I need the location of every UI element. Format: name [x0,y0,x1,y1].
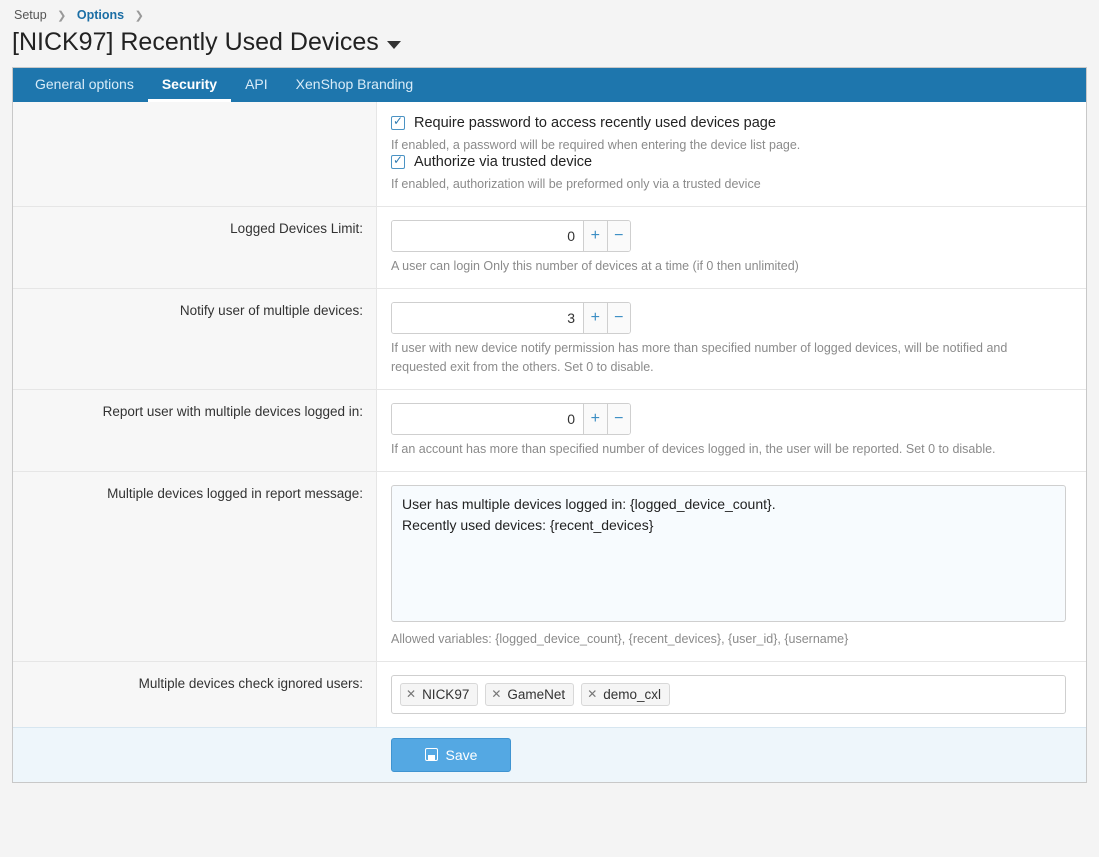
tab-general-options[interactable]: General options [35,75,134,92]
input-report-multiple-devices[interactable] [392,404,583,434]
checkbox-trusted-device-row[interactable] [391,154,1066,170]
input-notify-multiple-devices[interactable] [392,303,583,333]
close-icon[interactable]: ✕ [406,687,417,702]
token-item[interactable] [581,683,670,706]
label-report-multiple-devices: Report user with multiple devices logged in: [13,390,377,471]
row-field-checkboxes [377,102,1086,206]
checkbox-trusted-device-hint: If enabled, authorization will be preformed only via a trusted device [391,177,761,192]
hint-logged-devices-limit: A user can login Only this number of devices at a time (if 0 then unlimited) [391,259,799,274]
token-label: GameNet [507,686,566,702]
label-report-message: Multiple devices logged in report message: [13,472,377,661]
row-report-multiple-devices [13,390,1086,472]
checkbox-require-password[interactable] [391,116,405,130]
hint-report-message: Allowed variables: {logged_device_count}, {recent_devices}, {user_id}, {username} [391,631,849,646]
stepper-report-multiple-devices[interactable] [391,403,631,435]
breadcrumb-item-options[interactable]: Options [76,8,125,22]
textarea-report-message[interactable] [391,485,1066,622]
stepper-logged-devices-limit[interactable] [391,220,631,252]
minus-icon-logged-devices-limit[interactable]: − [607,221,631,251]
checkbox-trusted-device[interactable] [391,155,405,169]
page-title [12,28,1099,57]
breadcrumb-separator-icon: ❯ [57,10,67,22]
form-footer [13,727,1086,782]
field-notify-multiple-devices [377,289,1086,388]
token-input-ignored-users[interactable] [391,675,1066,714]
input-logged-devices-limit[interactable] [392,221,583,251]
page-title-text: [NICK97] Recently Used Devices [12,28,379,56]
token-label: demo_cxl [603,686,662,702]
row-label-empty [13,102,377,206]
row-logged-devices-limit [13,207,1086,289]
row-notify-multiple-devices [13,289,1086,389]
field-ignored-users [377,662,1086,727]
label-logged-devices-limit: Logged Devices Limit: [13,207,377,288]
form-body [13,102,1086,727]
token-item[interactable] [485,683,574,706]
checkbox-require-password-row[interactable] [391,115,1066,131]
row-checkboxes [13,102,1086,207]
tab-security[interactable]: Security [148,68,231,102]
row-report-message [13,472,1086,662]
hint-notify-multiple-devices: If user with new device notify permission has more than specified number of logged devices, will be notified and requested exit from the others. Set 0 to disable. [391,341,1008,374]
close-icon[interactable]: ✕ [491,687,502,702]
plus-icon-logged-devices-limit[interactable]: + [583,221,607,251]
token-item[interactable] [400,683,478,706]
label-notify-multiple-devices: Notify user of multiple devices: [13,289,377,388]
tab-api[interactable]: API [245,75,268,92]
checkbox-require-password-label: Require password to access recently used devices page [414,115,776,131]
chevron-down-icon[interactable] [387,41,401,49]
checkbox-require-password-hint: If enabled, a password will be required when entering the device list page. [391,138,801,152]
breadcrumb-separator-icon-2: ❯ [134,10,144,22]
breadcrumb [0,0,1099,26]
row-ignored-users [13,662,1086,727]
tab-xenshop-branding[interactable]: XenShop Branding [295,75,414,92]
token-label: NICK97 [422,686,470,702]
plus-icon-report-multiple-devices[interactable]: + [583,404,607,434]
tab-bar [13,68,1086,102]
field-report-multiple-devices [377,390,1086,471]
plus-icon-notify-multiple-devices[interactable]: + [583,303,607,333]
field-logged-devices-limit [377,207,1086,288]
content-block [12,67,1087,783]
save-button[interactable] [391,738,511,772]
checkbox-trusted-device-label: Authorize via trusted device [414,154,593,171]
stepper-notify-multiple-devices[interactable] [391,302,631,334]
save-button-label: Save [445,746,478,763]
hint-report-multiple-devices: If an account has more than specified number of devices logged in, the user will be reported. Set 0 to disable. [391,441,996,456]
minus-icon-notify-multiple-devices[interactable]: − [607,303,631,333]
label-ignored-users: Multiple devices check ignored users: [13,662,377,727]
save-icon [425,748,438,761]
field-report-message [377,472,1086,661]
minus-icon-report-multiple-devices[interactable]: − [607,404,631,434]
breadcrumb-item-setup[interactable]: Setup [14,8,47,22]
close-icon[interactable]: ✕ [587,687,598,702]
